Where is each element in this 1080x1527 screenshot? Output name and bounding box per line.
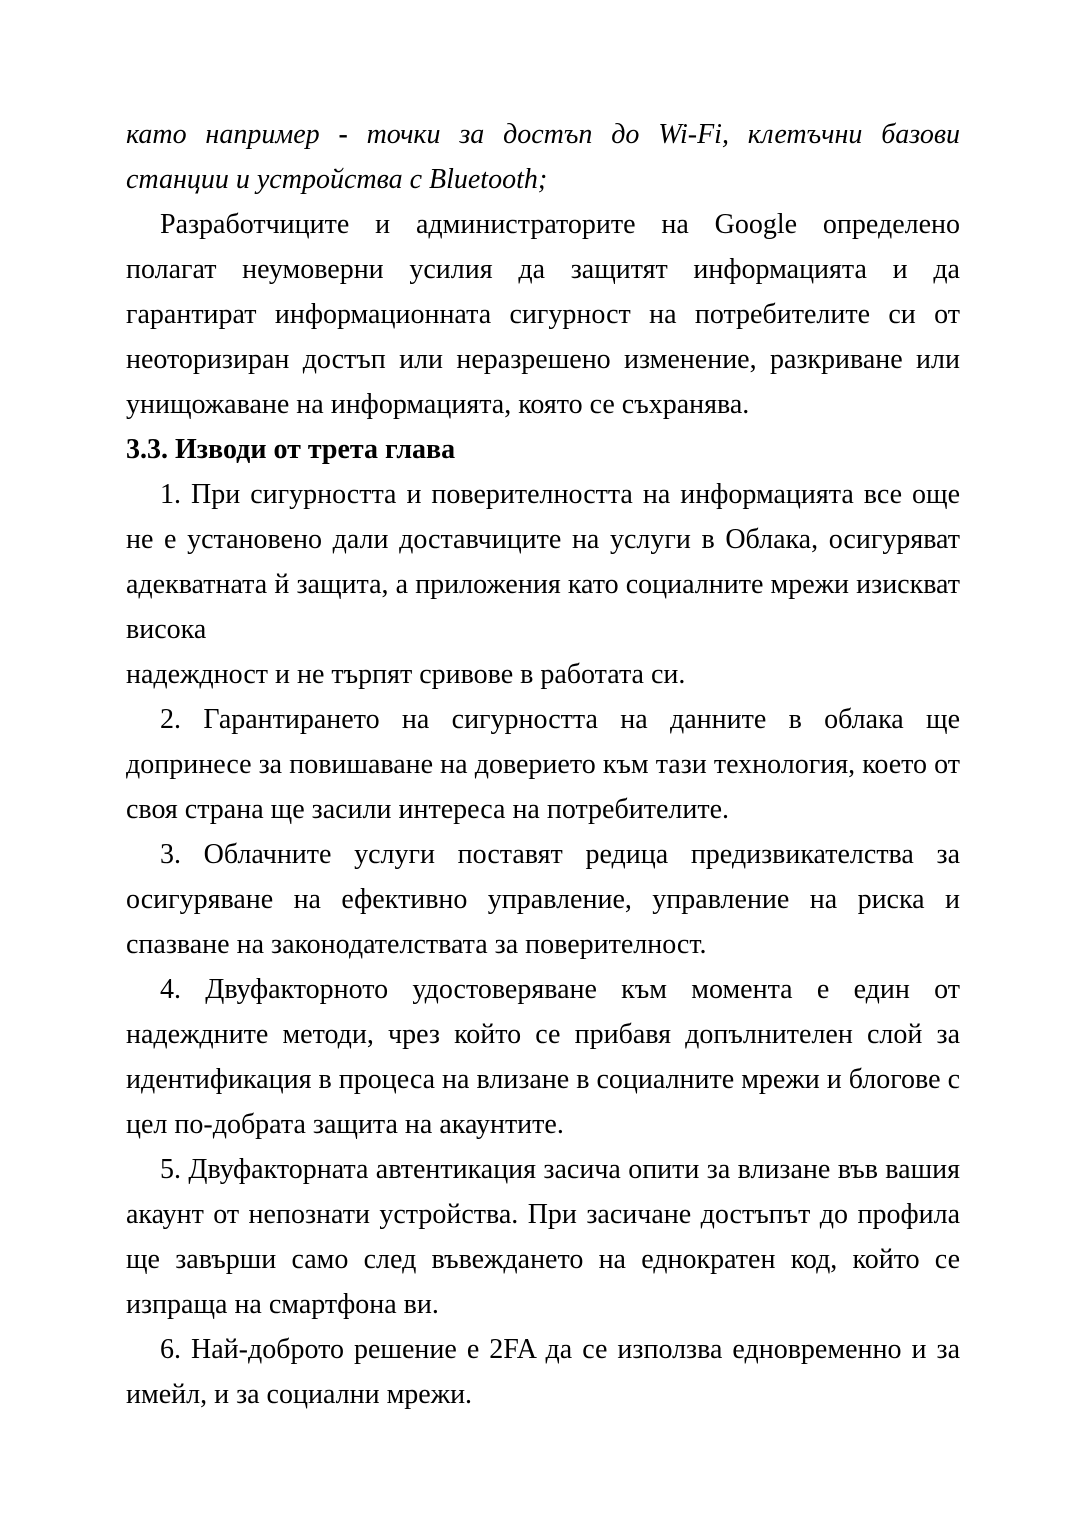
conclusion-1: 1. При сигурността и поверителността на информацията все още не е установено дали доставчиците на услуги в Облака, осигуряват адекватната й защита, а приложения като социалните мрежи изискват висока xyxy=(126,479,960,645)
conclusion-1-continuation: надеждност и не търпят сривове в работата си. xyxy=(126,659,686,690)
intro-text-before-dash: като например xyxy=(126,119,320,150)
intro-bold-dash: - xyxy=(338,119,348,150)
conclusion-6: 6. Най-доброто решение е 2FA да се използва едновременно и за имейл, и за социални мрежи. xyxy=(126,1334,960,1410)
conclusion-3: 3. Облачните услуги поставят редица предизвикателства за осигуряване на ефективно управление, управление на риска и спазване на законодателствата за поверителност. xyxy=(126,839,960,960)
paragraph-google-security: Разработчиците и администраторите на Google определено полагат неумоверни усилия да защитят информацията и да гарантират информационната сигурност на потребителите си от неоторизиран достъп или неразрешено изменение, разкриване или унищожаване на информацията, която се съхранява. xyxy=(126,209,960,420)
section-heading: 3.3. Изводи от трета глава xyxy=(126,434,456,465)
conclusion-2: 2. Гарантирането на сигурността на данните в облака ще допринесе за повишаване на доверието към тази технология, което от своя страна ще засили интереса на потребителите. xyxy=(126,704,960,825)
intro-italic-paragraph xyxy=(126,112,960,202)
conclusion-5: 5. Двуфакторната автентикация засича опити за влизане във вашия акаунт от непознати устройства. При засичане достъпът до профила ще завърши само след въвеждането на еднократен код, който се изпраща на смартфона ви. xyxy=(126,1154,960,1320)
conclusion-4: 4. Двуфакторното удостоверяване към момента е един от надеждните методи, чрез който се прибавя допълнителен слой за идентификация в процеса на влизане в социалните мрежи и блогове с цел по-добрата защита на акаунтите. xyxy=(126,974,960,1140)
intro-text-after-dash: точки за достъп до Wi-Fi, клетъчни базови станции и устройства с Bluetooth; xyxy=(126,119,960,195)
